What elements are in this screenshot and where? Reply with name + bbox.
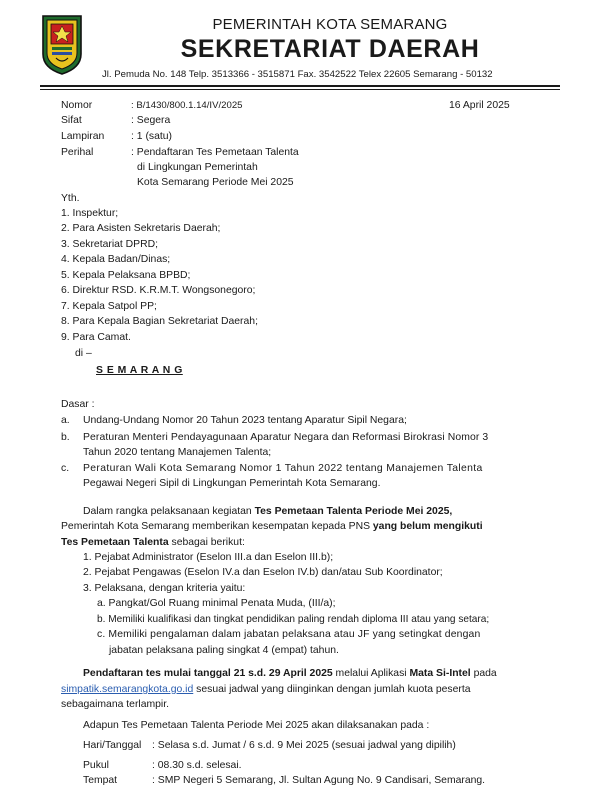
recipient-item: 6. Direktur RSD. K.R.M.T. Wongsonegoro; xyxy=(61,285,256,296)
dasar-a-text: Undang-Undang Nomor 20 Tahun 2023 tentang Aparatur Sipil Negara; xyxy=(83,415,407,426)
registration-line-2: simpatik.semarangkota.go.id sesuai jadwal yang diinginkan dengan jumlah kuota peserta xyxy=(61,684,471,695)
lampiran-label: Lampiran xyxy=(61,131,105,142)
registration-line-1: Pendaftaran tes mulai tanggal 21 s.d. 29 April 2025 melalui Aplikasi Mata Si-Intel pada xyxy=(83,668,497,679)
criteria-sub-a: a. Pangkat/Gol Ruang minimal Penata Muda, (III/a); xyxy=(97,598,336,609)
dasar-b-letter: b. xyxy=(61,432,70,443)
hari-label: Hari/Tanggal xyxy=(83,740,142,751)
salutation: Yth. xyxy=(61,193,80,204)
pukul-value: : 08.30 s.d. selesai. xyxy=(152,760,242,771)
header-rule-thick xyxy=(40,85,560,87)
sifat-value: : Segera xyxy=(131,115,171,126)
nomor-value: : B/1430/800.1.14/IV/2025 xyxy=(131,100,243,111)
office-address: Jl. Pemuda No. 148 Telp. 3513366 - 3515871 Fax. 3542522 Telex 22605 Semarang - 50132 xyxy=(102,69,493,80)
dasar-b-line-1: Peraturan Menteri Pendayagunaan Aparatur Negara dan Reformasi Birokrasi Nomor 3 xyxy=(83,432,489,443)
perihal-value: : Pendaftaran Tes Pemetaan Talenta xyxy=(131,147,299,158)
registration-link[interactable]: simpatik.semarangkota.go.id xyxy=(61,684,194,695)
event-name-bold: Tes Pemetaan Talenta Periode Mei 2025, xyxy=(254,506,453,517)
criteria-sub-c-line-2: jabatan pelaksana paling singkat 4 (empat) tahun. xyxy=(109,645,339,656)
criteria-item-2: 2. Pejabat Pengawas (Eselon IV.a dan Eselon IV.b) dan/atau Sub Koordinator; xyxy=(83,567,443,578)
tempat-value: : SMP Negeri 5 Semarang, Jl. Sultan Agung No. 9 Candisari, Semarang. xyxy=(152,775,486,786)
registration-line-3: sebagaimana terlampir. xyxy=(61,699,170,710)
lampiran-value: : 1 (satu) xyxy=(131,131,172,142)
header-rule-thin xyxy=(40,89,560,90)
recipient-item: 2. Para Asisten Sekretaris Daerah; xyxy=(61,223,221,234)
recipient-item: 8. Para Kepala Bagian Sekretariat Daerah; xyxy=(61,316,258,327)
letter-date: 16 April 2025 xyxy=(449,100,510,111)
criteria-sub-b: b. Memiliki kualifikasi dan tingkat pendidikan paling rendah diploma III atau yang setara; xyxy=(97,614,490,625)
criteria-sub-c-line-1: c. Memiliki pengalaman dalam jabatan pelaksana atau JF yang setingkat dengan xyxy=(97,629,481,640)
body-line-1: Dalam rangka pelaksanaan kegiatan Tes Pemetaan Talenta Periode Mei 2025, xyxy=(83,506,453,517)
dasar-c-line-1: Peraturan Wali Kota Semarang Nomor 1 Tahun 2022 tentang Manajemen Talenta xyxy=(83,463,483,474)
tempat-label: Tempat xyxy=(83,775,118,786)
dasar-a-letter: a. xyxy=(61,415,70,426)
criteria-item-3: 3. Pelaksana, dengan kriteria yaitu: xyxy=(83,583,246,594)
hari-value: : Selasa s.d. Jumat / 6 s.d. 9 Mei 2025 (sesuai jadwal yang dipilih) xyxy=(152,740,456,751)
recipient-item: 9. Para Camat. xyxy=(61,332,131,343)
government-name: PEMERINTAH KOTA SEMARANG xyxy=(212,16,448,33)
perihal-line-2: di Lingkungan Pemerintah xyxy=(137,162,258,173)
recipient-item: 1. Inspektur; xyxy=(61,208,119,219)
nomor-label: Nomor xyxy=(61,100,93,111)
recipient-item: 3. Sekretariat DPRD; xyxy=(61,239,159,250)
perihal-label: Perihal xyxy=(61,147,94,158)
city-name: S E M A R A N G xyxy=(96,365,183,376)
recipient-item: 7. Kepala Satpol PP; xyxy=(61,301,157,312)
dasar-b-line-2: Tahun 2020 tentang Manajemen Talenta; xyxy=(83,447,272,458)
eligibility-bold: yang belum mengikuti xyxy=(372,521,483,532)
dasar-c-line-2: Pegawai Negeri Sipil di Lingkungan Pemerintah Kota Semarang. xyxy=(83,478,381,489)
pukul-label: Pukul xyxy=(83,760,109,771)
perihal-line-3: Kota Semarang Periode Mei 2025 xyxy=(137,177,294,188)
di-label: di – xyxy=(75,348,92,359)
body-line-2: Pemerintah Kota Semarang memberikan kesempatan kepada PNS yang belum mengikuti xyxy=(61,521,483,532)
dasar-c-letter: c. xyxy=(61,463,70,474)
recipient-item: 4. Kepala Badan/Dinas; xyxy=(61,254,171,265)
schedule-intro: Adapun Tes Pemetaan Talenta Periode Mei 2025 akan dilaksanakan pada : xyxy=(83,720,430,731)
dasar-label: Dasar : xyxy=(61,399,95,410)
criteria-item-1: 1. Pejabat Administrator (Eselon III.a dan Eselon III.b); xyxy=(83,552,334,563)
office-name: SEKRETARIAT DAERAH xyxy=(180,35,480,63)
body-line-3: Tes Pemetaan Talenta sebagai berikut: xyxy=(61,537,245,548)
recipient-item: 5. Kepala Pelaksana BPBD; xyxy=(61,270,191,281)
sifat-label: Sifat xyxy=(61,115,82,126)
